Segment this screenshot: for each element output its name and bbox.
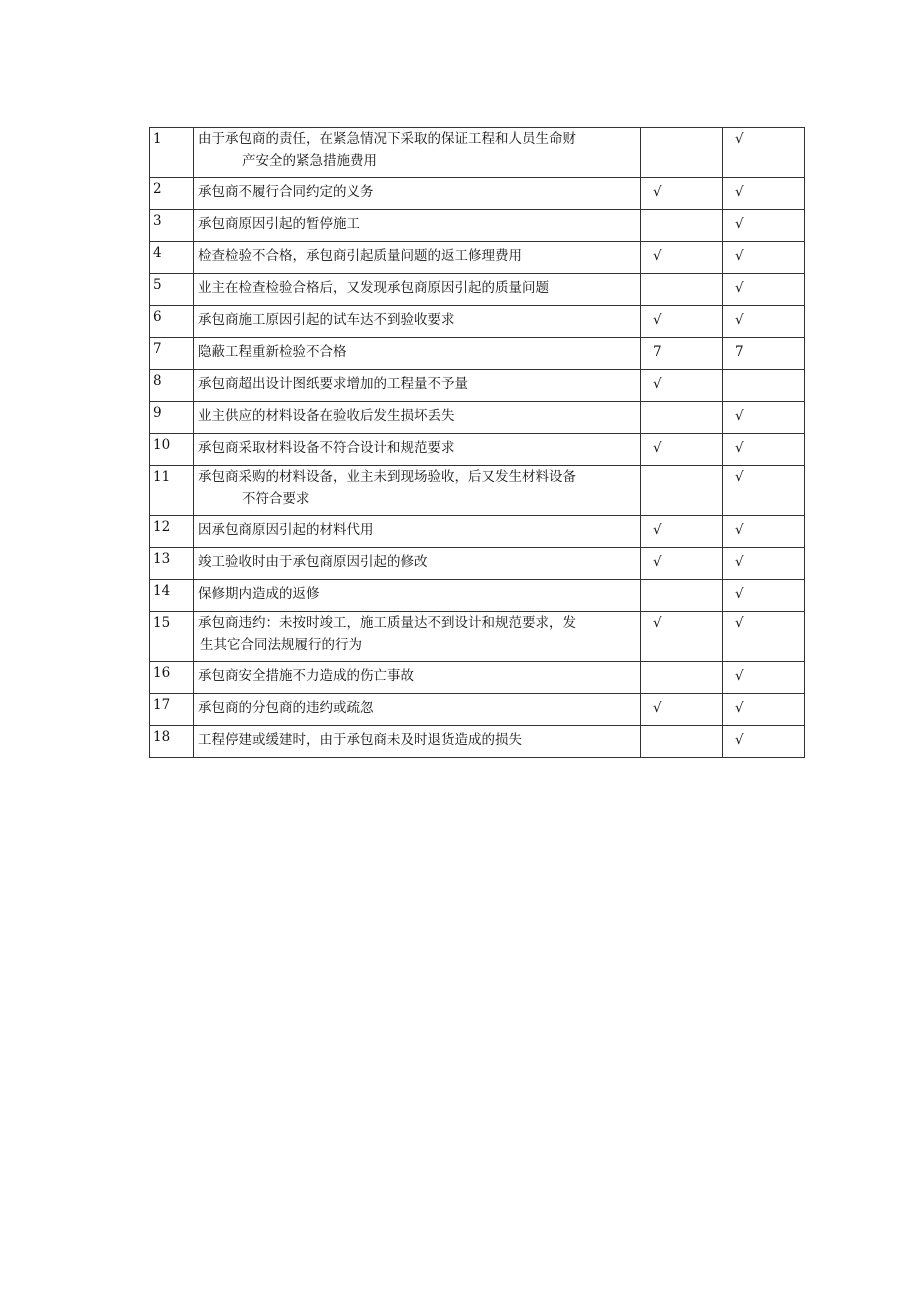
mark-col-b: √ bbox=[723, 178, 805, 210]
row-description: 承包商超出设计图纸要求增加的工程量不予量 bbox=[194, 370, 641, 402]
row-description: 工程停建或缓建时，由于承包商未及时退货造成的损失 bbox=[194, 726, 641, 758]
table-row bbox=[150, 516, 805, 548]
row-number: 8 bbox=[150, 370, 194, 402]
mark-col-a: √ bbox=[641, 516, 723, 548]
table-row bbox=[150, 726, 805, 758]
mark-col-a: √ bbox=[641, 306, 723, 338]
row-description: 保修期内造成的返修 bbox=[194, 580, 641, 612]
mark-col-b: √ bbox=[723, 516, 805, 548]
row-description: 承包商安全措施不力造成的伤亡事故 bbox=[194, 662, 641, 694]
table-row bbox=[150, 612, 805, 662]
mark-col-b: √ bbox=[723, 662, 805, 694]
row-number: 17 bbox=[150, 694, 194, 726]
table-row bbox=[150, 466, 805, 516]
row-description bbox=[194, 128, 641, 178]
row-description: 承包商施工原因引起的试车达不到验收要求 bbox=[194, 306, 641, 338]
mark-col-a: 7 bbox=[641, 338, 723, 370]
mark-col-b: √ bbox=[723, 466, 805, 516]
mark-col-a: √ bbox=[641, 694, 723, 726]
row-description: 业主供应的材料设备在验收后发生损坏丢失 bbox=[194, 402, 641, 434]
row-description: 承包商采取材料设备不符合设计和规范要求 bbox=[194, 434, 641, 466]
mark-col-a bbox=[641, 128, 723, 178]
description-line: 承包商违约：未按时竣工，施工质量达不到设计和规范要求，发 bbox=[198, 615, 576, 631]
description-line: 不符合要求 bbox=[242, 491, 310, 507]
mark-col-a: √ bbox=[641, 370, 723, 402]
mark-col-b: √ bbox=[723, 612, 805, 662]
table-row bbox=[150, 694, 805, 726]
table-row bbox=[150, 548, 805, 580]
row-description: 因承包商原因引起的材料代用 bbox=[194, 516, 641, 548]
table-row bbox=[150, 580, 805, 612]
row-number: 4 bbox=[150, 242, 194, 274]
table-row bbox=[150, 434, 805, 466]
mark-col-b: √ bbox=[723, 434, 805, 466]
mark-col-b: √ bbox=[723, 548, 805, 580]
row-number: 18 bbox=[150, 726, 194, 758]
row-number: 1 bbox=[150, 128, 194, 178]
mark-col-a bbox=[641, 402, 723, 434]
row-description: 竣工验收时由于承包商原因引起的修改 bbox=[194, 548, 641, 580]
row-number: 16 bbox=[150, 662, 194, 694]
row-number: 12 bbox=[150, 516, 194, 548]
mark-col-b: √ bbox=[723, 210, 805, 242]
row-number: 11 bbox=[150, 466, 194, 516]
table-row bbox=[150, 338, 805, 370]
mark-col-b: √ bbox=[723, 402, 805, 434]
row-description bbox=[194, 466, 641, 516]
row-number: 14 bbox=[150, 580, 194, 612]
table-row bbox=[150, 306, 805, 338]
mark-col-a bbox=[641, 466, 723, 516]
description-line: 生其它合同法规履行的行为 bbox=[200, 637, 362, 653]
row-description: 业主在检查检验合格后，又发现承包商原因引起的质量问题 bbox=[194, 274, 641, 306]
row-number: 2 bbox=[150, 178, 194, 210]
row-description: 承包商原因引起的暂停施工 bbox=[194, 210, 641, 242]
row-number: 10 bbox=[150, 434, 194, 466]
row-number: 15 bbox=[150, 612, 194, 662]
mark-col-a bbox=[641, 210, 723, 242]
table-row bbox=[150, 210, 805, 242]
row-number: 6 bbox=[150, 306, 194, 338]
mark-col-a: √ bbox=[641, 178, 723, 210]
mark-col-b: √ bbox=[723, 726, 805, 758]
mark-col-b: 7 bbox=[723, 338, 805, 370]
mark-col-a bbox=[641, 580, 723, 612]
table-row bbox=[150, 662, 805, 694]
table-row bbox=[150, 402, 805, 434]
mark-col-a bbox=[641, 662, 723, 694]
row-number: 5 bbox=[150, 274, 194, 306]
table-row bbox=[150, 370, 805, 402]
table-row bbox=[150, 128, 805, 178]
mark-col-a: √ bbox=[641, 548, 723, 580]
mark-col-b: √ bbox=[723, 274, 805, 306]
mark-col-b: √ bbox=[723, 306, 805, 338]
responsibility-table bbox=[149, 127, 805, 758]
table-row bbox=[150, 274, 805, 306]
row-number: 3 bbox=[150, 210, 194, 242]
mark-col-b: √ bbox=[723, 128, 805, 178]
mark-col-a bbox=[641, 726, 723, 758]
row-number: 13 bbox=[150, 548, 194, 580]
mark-col-a bbox=[641, 274, 723, 306]
mark-col-a: √ bbox=[641, 242, 723, 274]
mark-col-b: √ bbox=[723, 580, 805, 612]
row-description: 承包商的分包商的违约或疏忽 bbox=[194, 694, 641, 726]
row-description: 隐蔽工程重新检验不合格 bbox=[194, 338, 641, 370]
description-line: 承包商采购的材料设备，业主未到现场验收，后又发生材料设备 bbox=[198, 469, 576, 485]
description-line: 由于承包商的责任，在紧急情况下采取的保证工程和人员生命财 bbox=[198, 131, 576, 147]
table-row bbox=[150, 178, 805, 210]
mark-col-b: √ bbox=[723, 694, 805, 726]
row-number: 9 bbox=[150, 402, 194, 434]
row-description: 承包商不履行合同约定的义务 bbox=[194, 178, 641, 210]
mark-col-b bbox=[723, 370, 805, 402]
table-row bbox=[150, 242, 805, 274]
mark-col-a: √ bbox=[641, 612, 723, 662]
mark-col-a: √ bbox=[641, 434, 723, 466]
mark-col-b: √ bbox=[723, 242, 805, 274]
row-description bbox=[194, 612, 641, 662]
row-number: 7 bbox=[150, 338, 194, 370]
description-line: 产安全的紧急措施费用 bbox=[242, 153, 377, 169]
row-description: 检查检验不合格，承包商引起质量问题的返工修理费用 bbox=[194, 242, 641, 274]
